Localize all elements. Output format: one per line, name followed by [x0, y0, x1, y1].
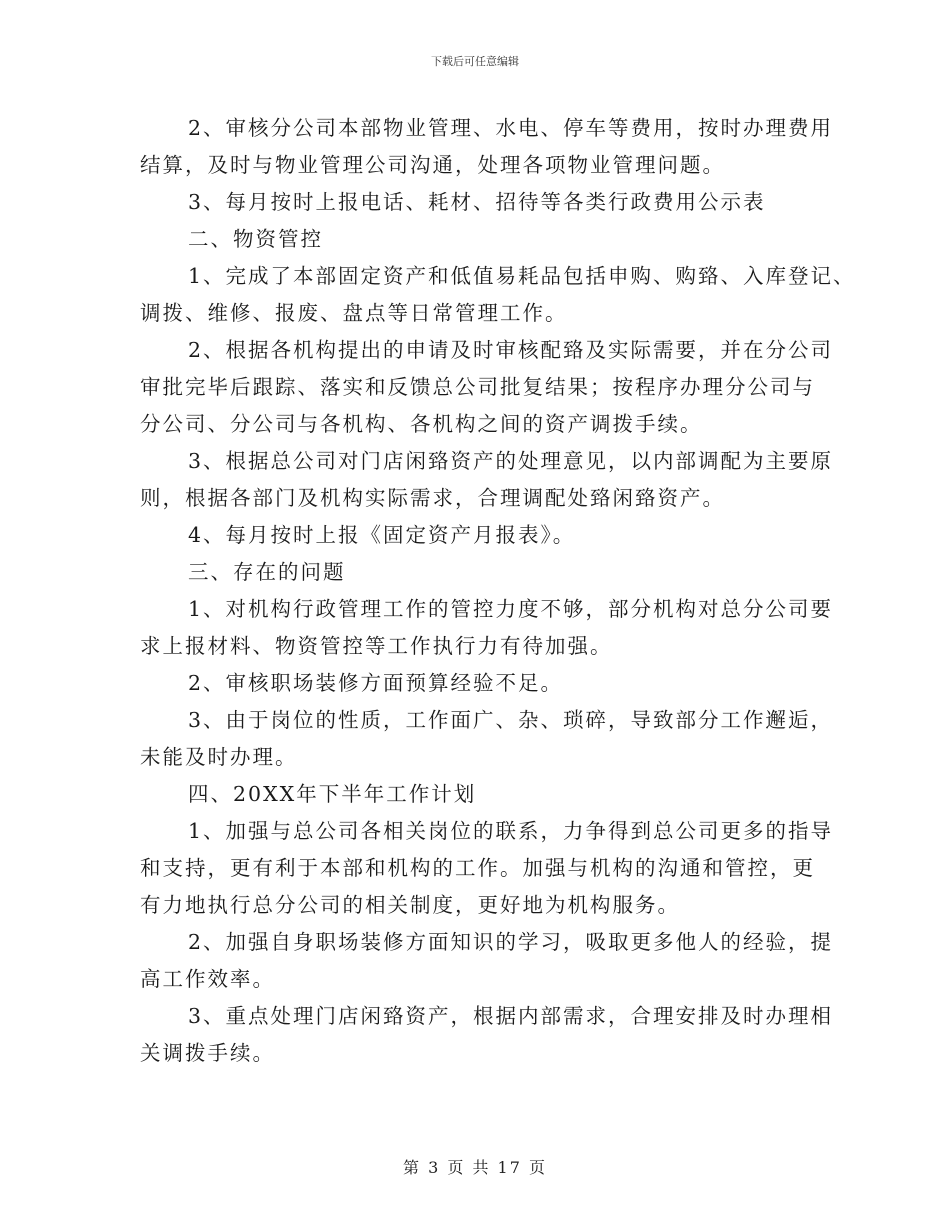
- paragraph-line: 3、由于岗位的性质，工作面广、杂、琐碎，导致部分工作邂逅，: [188, 708, 834, 732]
- paragraph-line: 3、重点处理门店闲臵资产，根据内部需求，合理安排及时办理相: [188, 1004, 834, 1028]
- section-heading: 二、物资管控: [188, 227, 323, 251]
- paragraph-line: 关调拨手续。: [140, 1041, 275, 1065]
- paragraph-line: 1、对机构行政管理工作的管控力度不够，部分机构对总分公司要: [188, 597, 834, 621]
- paragraph-line: 4、每月按时上报《固定资产月报表》。: [188, 523, 576, 547]
- section-heading: 四、20XX年下半年工作计划: [188, 782, 477, 806]
- paragraph-line: 2、加强自身职场装修方面知识的学习，吸取更多他人的经验，提: [188, 930, 834, 954]
- paragraph-line: 结算，及时与物业管理公司沟通，处理各项物业管理问题。: [140, 153, 725, 177]
- paragraph-line: 2、审核职场装修方面预算经验不足。: [188, 671, 564, 695]
- paragraph-line: 1、加强与总公司各相关岗位的联系，力争得到总公司更多的指导: [188, 819, 834, 843]
- paragraph-line: 2、根据各机构提出的申请及时审核配臵及实际需要，并在分公司: [188, 338, 834, 362]
- paragraph-line: 分公司、分公司与各机构、各机构之间的资产调拨手续。: [140, 412, 703, 436]
- body-text: [140, 110, 856, 1072]
- paragraph-line: 调拨、维修、报废、盘点等日常管理工作。: [140, 301, 568, 325]
- paragraph-line: 3、根据总公司对门店闲臵资产的处理意见，以内部调配为主要原: [188, 449, 834, 473]
- paragraph-line: 未能及时办理。: [140, 745, 298, 769]
- paragraph-line: 高工作效率。: [140, 967, 275, 991]
- paragraph-line: 求上报材料、物资管控等工作执行力有待加强。: [140, 634, 613, 658]
- paragraph-line: 则，根据各部门及机构实际需求，合理调配处臵闲臵资产。: [140, 486, 725, 510]
- paragraph-line: 有力地执行总分公司的相关制度，更好地为机构服务。: [140, 893, 680, 917]
- section-heading: 三、存在的问题: [188, 560, 346, 584]
- paragraph-line: 3、每月按时上报电话、耗材、招待等各类行政费用公示表: [188, 190, 766, 214]
- paragraph-line: 1、完成了本部固定资产和低值易耗品包括申购、购臵、入库登记、: [188, 264, 856, 288]
- paragraph-line: 2、审核分公司本部物业管理、水电、停车等费用，按时办理费用: [188, 116, 834, 140]
- page-header: 下载后可任意编辑: [431, 55, 519, 68]
- page-footer: 第 3 页 共 17 页: [403, 1158, 547, 1177]
- paragraph-line: 和支持，更有利于本部和机构的工作。加强与机构的沟通和管控，更: [140, 856, 815, 880]
- paragraph-line: 审批完毕后跟踪、落实和反馈总公司批复结果；按程序办理分公司与: [140, 375, 815, 399]
